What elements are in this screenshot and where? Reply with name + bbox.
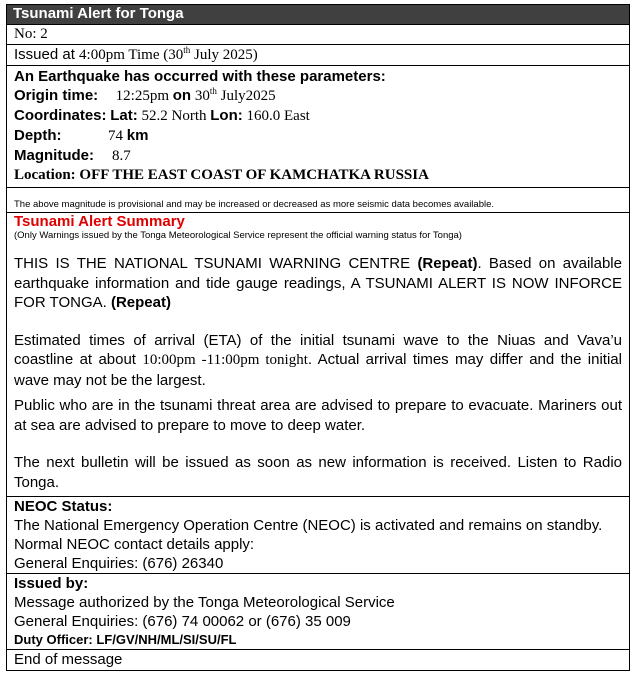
depth-unit: km (126, 127, 149, 144)
origin-time: 12:25pm (115, 88, 170, 104)
depth-label: Depth: (14, 127, 62, 144)
origin-time-line (14, 86, 622, 106)
summary-paragraph-warning (14, 248, 622, 313)
depth-value: 74 (108, 128, 123, 144)
origin-day-sup: th (209, 86, 217, 96)
issued-prefix: Issued at (14, 46, 80, 63)
summary-paragraph-eta (14, 331, 622, 391)
magnitude-disclaimer-row (7, 187, 629, 212)
depth-line (14, 126, 622, 146)
issued-time: 4:00pm Time (79, 47, 160, 63)
repeat-2: (Repeat) (110, 294, 171, 311)
earthquake-parameters (7, 65, 629, 187)
duty-officer: Duty Officer: LF/GV/NH/ML/SI/SU/FL (14, 632, 237, 647)
neoc-line-1: The National Emergency Operation Centre (NEOC) is activated and remains on standby. (14, 517, 603, 534)
eta-text-b: . Actual arrival times may differ and the initial wave may not be the largest. (14, 351, 622, 389)
tsunami-summary (7, 212, 629, 496)
bulletin-number: No: 2 (14, 26, 48, 42)
issued-by-line-1: Message authorized by the Tonga Meteorological Service (14, 594, 395, 611)
end-of-message: End of message (14, 651, 123, 668)
neoc-line-2: Normal NEOC contact details apply: (14, 536, 255, 553)
bulletin-title: Tsunami Alert for Tonga (13, 5, 184, 22)
summary-note: (Only Warnings issued by the Tonga Meteorological Service represent the official warning status for Tonga) (14, 230, 462, 241)
neoc-status (7, 496, 629, 573)
issued-date-sup: th (183, 45, 191, 55)
lat-value: 52.2 North (141, 108, 207, 124)
end-of-message-row (7, 649, 629, 670)
location-label: Location: (14, 167, 76, 183)
tsunami-bulletin (6, 4, 630, 671)
issued-by (7, 573, 629, 649)
summary-paragraph-evacuate: Public who are in the tsunami threat area are advised to prepare to evacuate. Mariners out at sea are advised to prepare to move to deep water. (14, 397, 622, 434)
location-value: OFF THE EAST COAST OF KAMCHATKA RUSSIA (79, 167, 429, 183)
magnitude-line (14, 146, 622, 166)
neoc-line-3: General Enquiries: (676) 26340 (14, 555, 224, 572)
lat-label: Lat: (110, 107, 138, 124)
bulletin-number-row (7, 24, 629, 44)
warning-text-b: . Based on available earthquake information and tide gauge readings, A TSUNAMI ALERT IS NOW INFORCE FOR TONGA. (14, 255, 622, 311)
warning-text-a: THIS IS THE NATIONAL TSUNAMI WARNING CENTRE (14, 255, 418, 272)
coordinates-label: Coordinates: (14, 107, 107, 124)
summary-title: Tsunami Alert Summary (14, 213, 185, 230)
coordinates-line (14, 106, 622, 126)
origin-day: 30 (194, 88, 210, 104)
issued-by-heading: Issued by: (14, 575, 89, 592)
eta-time: 10:00pm -11:00pm tonight (142, 352, 308, 368)
repeat-1: (Repeat) (417, 255, 478, 272)
earthquake-heading: An Earthquake has occurred with these parameters: (14, 68, 386, 85)
eta-text-a: Estimated times of arrival (ETA) of the initial tsunami wave to the Niuas and Vava’u coastline at about (14, 331, 622, 368)
issued-by-line-2: General Enquiries: (676) 74 00062 or (676) 35 009 (14, 613, 351, 630)
origin-on: on (172, 87, 192, 104)
lon-label: Lon: (210, 107, 243, 124)
location-line (14, 166, 622, 185)
magnitude-value: 8.7 (112, 148, 131, 164)
magnitude-disclaimer: The above magnitude is provisional and may be increased or decreased as more seismic data becomes available. (14, 199, 495, 210)
issued-date-pre: (30 (159, 47, 184, 63)
summary-paragraph-next-bulletin: The next bulletin will be issued as soon as new information is received. Listen to Radio Tonga. (14, 454, 622, 491)
neoc-heading: NEOC Status: (14, 498, 113, 515)
origin-month-year: July2025 (216, 88, 276, 104)
magnitude-label: Magnitude: (14, 147, 94, 164)
lon-value: 160.0 East (246, 108, 310, 124)
bulletin-title-bar (7, 5, 629, 24)
origin-label: Origin time: (14, 87, 99, 104)
issued-date-post: July 2025) (190, 47, 258, 63)
issued-time-row (7, 44, 629, 65)
